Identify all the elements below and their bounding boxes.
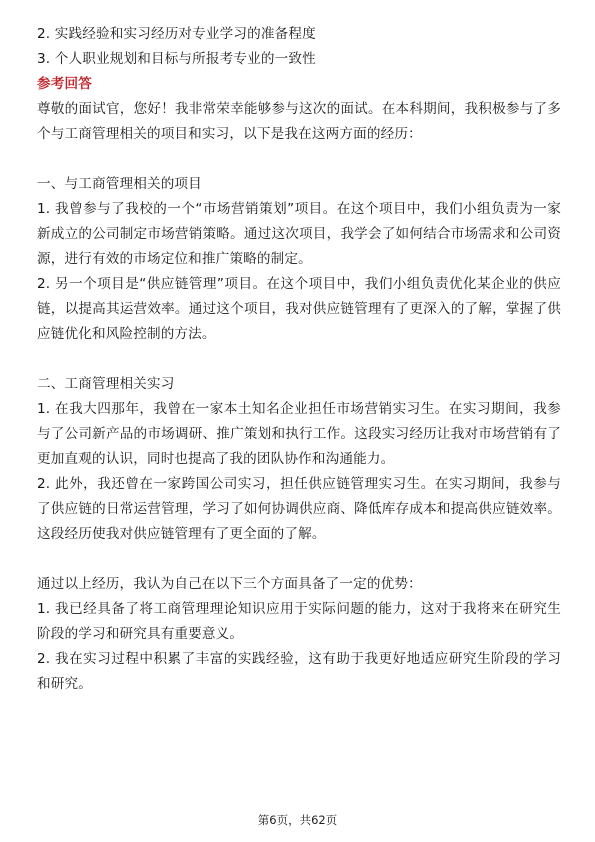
answer-heading: 参考回答 <box>37 76 92 92</box>
section-title-internships: 二、工商管理相关实习 <box>37 376 175 392</box>
criteria-item-2: 2. 实践经验和实习经历对专业学习的准备程度 <box>37 26 316 42</box>
summary-intro: 通过以上经历，我认为自己在以下三个方面具备了一定的优势： <box>37 576 422 592</box>
project-item-2: 2. 另一个项目是“供应链管理”项目。在这个项目中，我们小组负责优化某企业的供应链，以提高其运营效率。通过这个项目，我对供应链管理有了更深入的了解，掌握了供应链优化和风险控制的方法。 <box>37 276 561 342</box>
summary-item-1: 1. 我已经具备了将工商管理理论知识应用于实际问题的能力，这对于我将来在研究生阶段的学习和研究具有重要意义。 <box>37 601 561 642</box>
intro-paragraph: 尊敬的面试官，您好！我非常荣幸能够参与这次的面试。在本科期间，我积极参与了多个与工商管理相关的项目和实习，以下是我在这两方面的经历： <box>37 101 561 142</box>
summary-item-2: 2. 我在实习过程中积累了丰富的实践经验，这有助于我更好地适应研究生阶段的学习和研究。 <box>37 651 561 692</box>
section-title-projects: 一、与工商管理相关的项目 <box>37 176 202 192</box>
internship-item-2: 2. 此外，我还曾在一家跨国公司实习，担任供应链管理实习生。在实习期间，我参与了供应链的日常运营管理，学习了如何协调供应商、降低库存成本和提高供应链效率。这段经历使我对供应链管理有了更全面的了解。 <box>37 476 561 542</box>
criteria-item-3: 3. 个人职业规划和目标与所报考专业的一致性 <box>37 51 316 67</box>
spacer <box>37 547 561 572</box>
project-item-1: 1. 我曾参与了我校的一个“市场营销策划”项目。在这个项目中，我们小组负责为一家新成立的公司制定市场营销策略。通过这次项目，我学会了如何结合市场需求和公司资源，进行有效的市场定位和推广策略的制定。 <box>37 201 561 267</box>
page-number-footer: 第6页，共62页 <box>257 813 338 827</box>
spacer <box>37 347 561 372</box>
document-body <box>37 22 561 697</box>
internship-item-1: 1. 在我大四那年，我曾在一家本土知名企业担任市场营销实习生。在实习期间，我参与了公司新产品的市场调研、推广策划和执行工作。这段实习经历让我对市场营销有了更加直观的认识，同时也提高了我的团队协作和沟通能力。 <box>37 401 561 467</box>
spacer <box>37 147 561 172</box>
